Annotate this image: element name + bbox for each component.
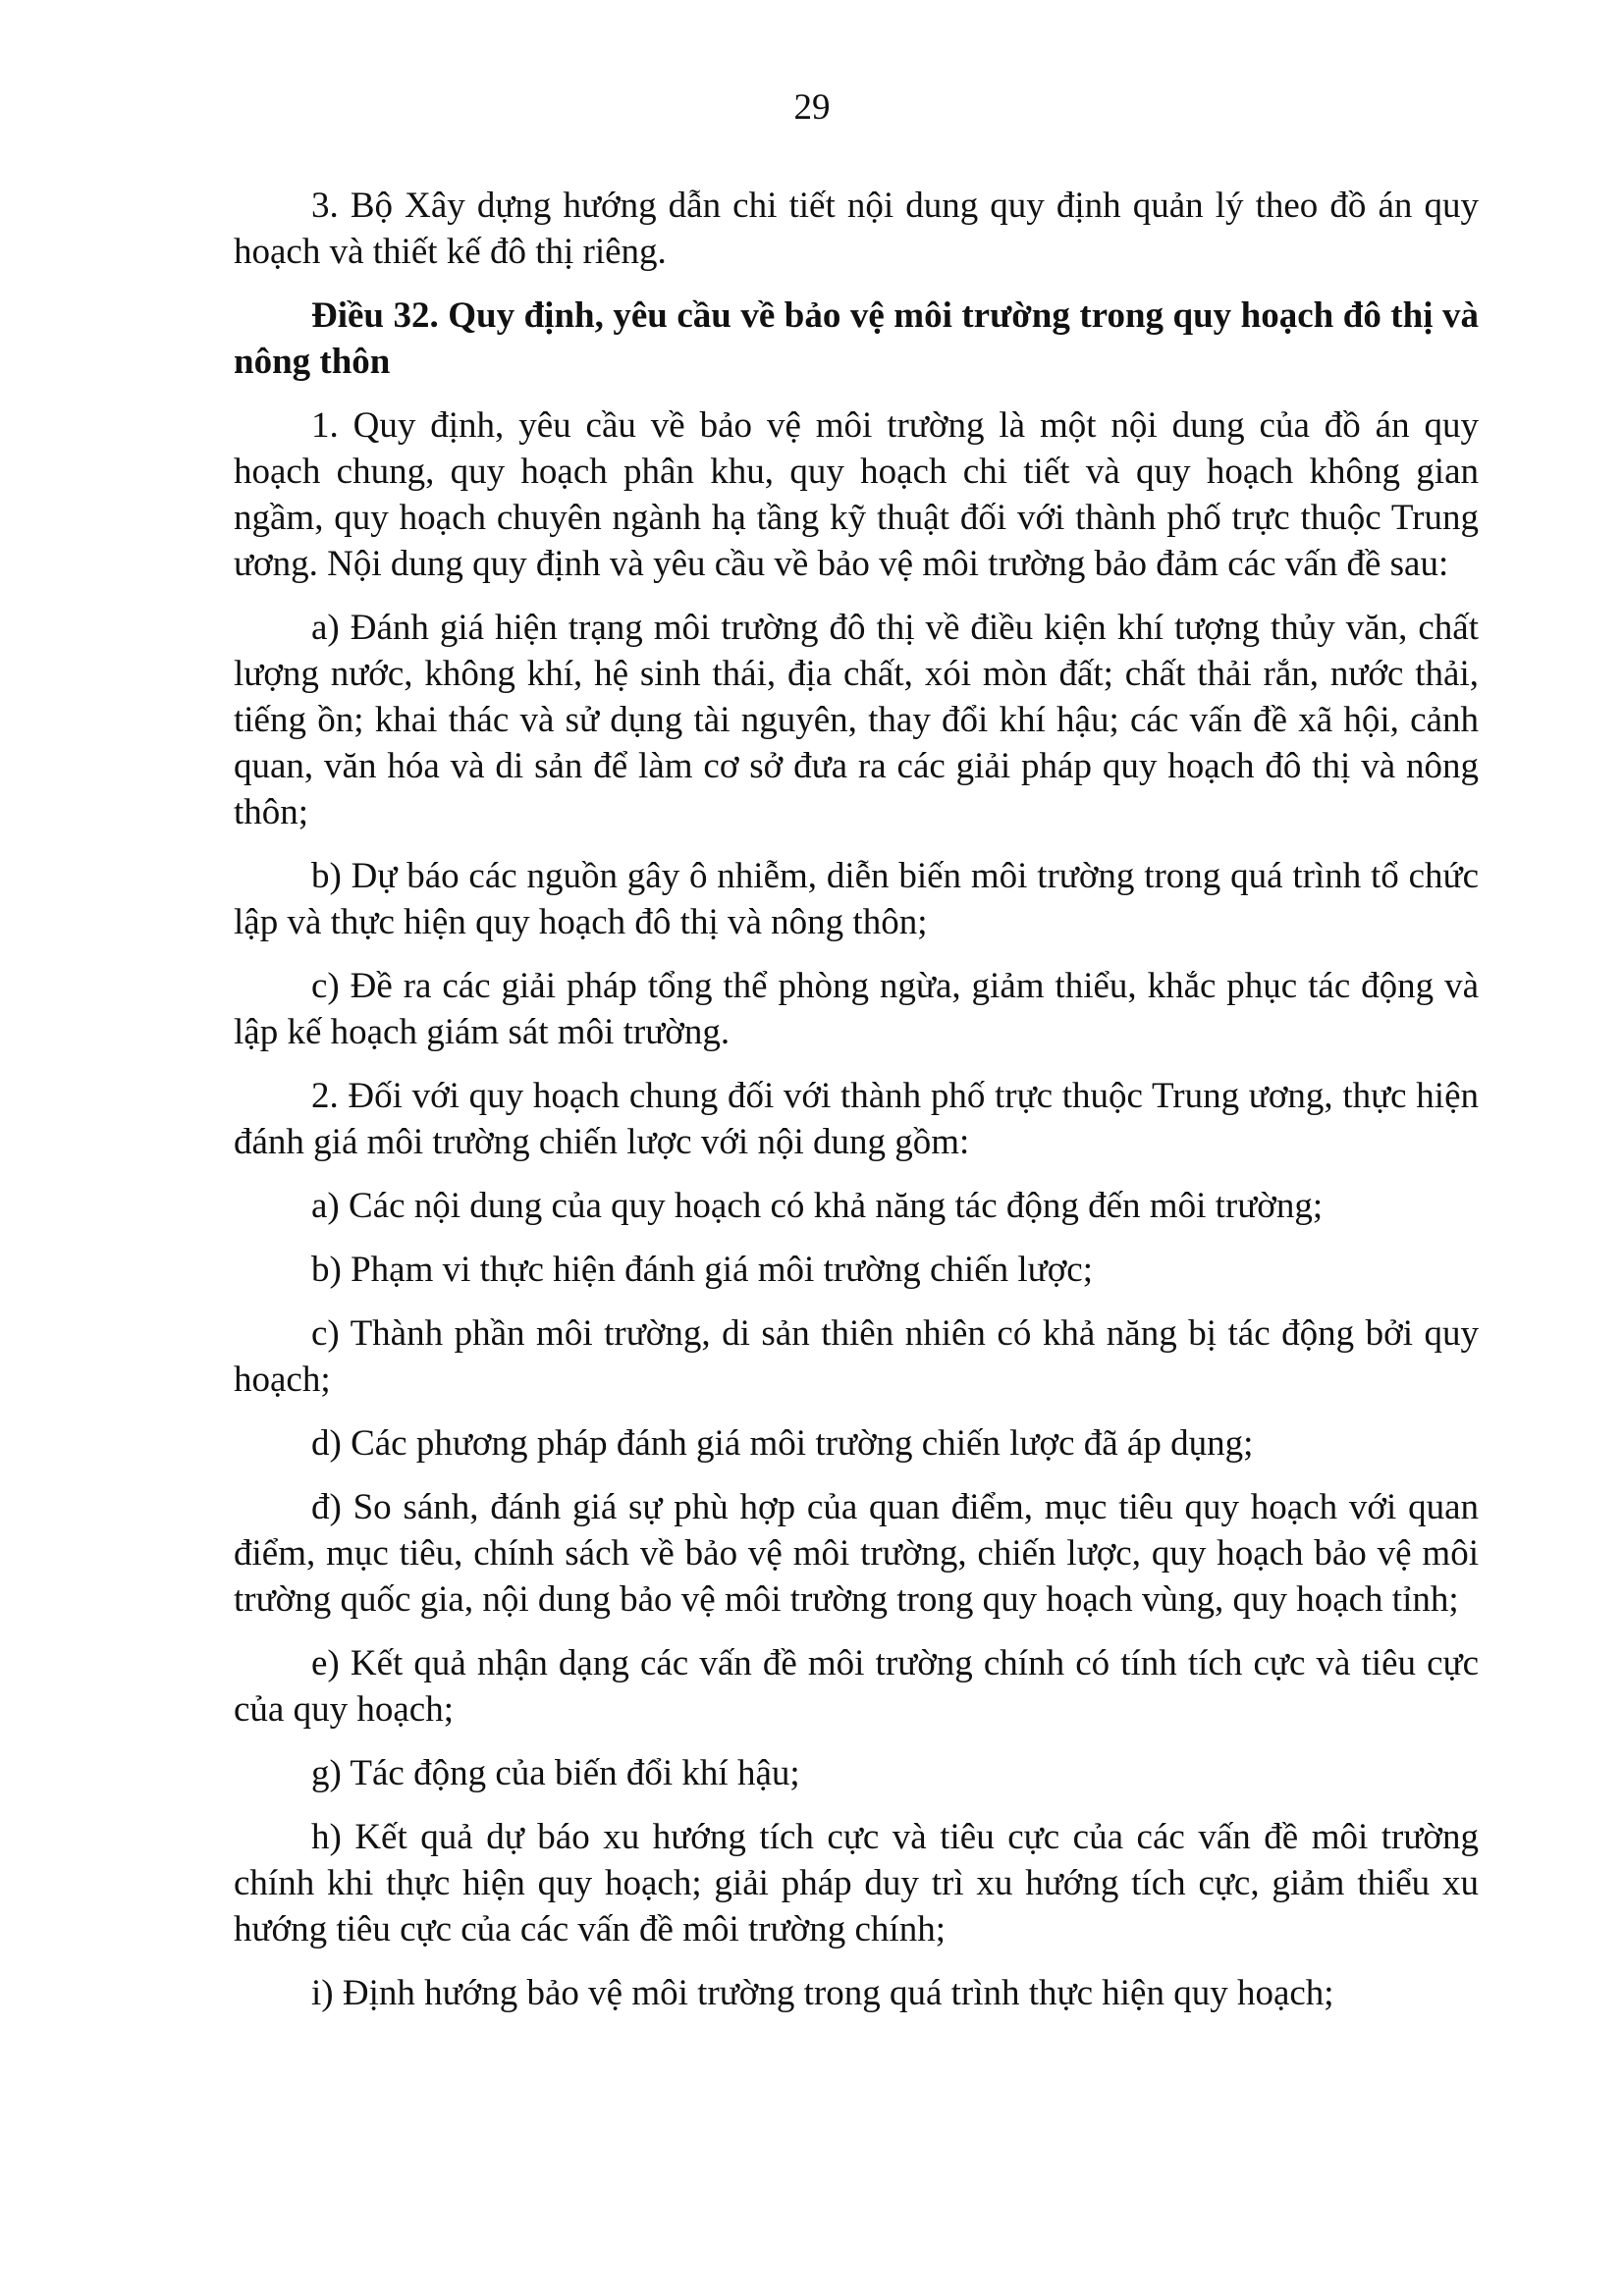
paragraph-item-2e: e) Kết quả nhận dạng các vấn đề môi trường chính có tính tích cực và tiêu cực của quy hoạch; bbox=[234, 1643, 1479, 1730]
paragraph-item-2h: h) Kết quả dự báo xu hướng tích cực và tiêu cực của các vấn đề môi trường chính khi thực hiện quy hoạch; giải pháp duy trì xu hướng tích cực, giảm thiểu xu hướng tiêu cực của các vấn đề môi trường chính; bbox=[234, 1817, 1479, 1949]
page-number: 29 bbox=[793, 87, 831, 128]
paragraph-item-1a: a) Đánh giá hiện trạng môi trường đô thị về điều kiện khí tượng thủy văn, chất lượng nước, không khí, hệ sinh thái, địa chất, xói mòn đất; chất thải rắn, nước thải, tiếng ồn; khai thác và sử dụng tài nguyên, thay đổi khí hậu; các vấn đề xã hội, cảnh quan, văn hóa và di sản để làm cơ sở đưa ra các giải pháp quy hoạch đô thị và nông thôn; bbox=[234, 608, 1479, 832]
paragraph-clause-3: 3. Bộ Xây dựng hướng dẫn chi tiết nội dung quy định quản lý theo đồ án quy hoạch và thiết kế đô thị riêng. bbox=[234, 186, 1479, 272]
paragraph-clause-2: 2. Đối với quy hoạch chung đối với thành phố trực thuộc Trung ương, thực hiện đánh giá môi trường chiến lược với nội dung gồm: bbox=[234, 1076, 1479, 1162]
paragraph-item-1c: c) Đề ra các giải pháp tổng thể phòng ngừa, giảm thiểu, khắc phục tác động và lập kế hoạch giám sát môi trường. bbox=[234, 966, 1479, 1052]
paragraph-item-2d: d) Các phương pháp đánh giá môi trường chiến lược đã áp dụng; bbox=[311, 1423, 1254, 1464]
paragraph-item-2g: g) Tác động của biến đổi khí hậu; bbox=[311, 1753, 800, 1793]
paragraph-clause-1: 1. Quy định, yêu cầu về bảo vệ môi trường là một nội dung của đồ án quy hoạch chung, quy hoạch phân khu, quy hoạch chi tiết và quy hoạch không gian ngầm, quy hoạch chuyên ngành hạ tầng kỹ thuật đối với thành phố trực thuộc Trung ương. Nội dung quy định và yêu cầu về bảo vệ môi trường bảo đảm các vấn đề sau: bbox=[234, 405, 1479, 584]
paragraph-item-2c: c) Thành phần môi trường, di sản thiên nhiên có khả năng bị tác động bởi quy hoạch; bbox=[234, 1313, 1479, 1400]
paragraph-item-2i: i) Định hướng bảo vệ môi trường trong quá trình thực hiện quy hoạch; bbox=[311, 1973, 1334, 2013]
paragraph-item-2b: b) Phạm vi thực hiện đánh giá môi trường chiến lược; bbox=[311, 1250, 1093, 1290]
document-body bbox=[234, 183, 1479, 2034]
paragraph-item-1b: b) Dự báo các nguồn gây ô nhiễm, diễn biến môi trường trong quá trình tổ chức lập và thực hiện quy hoạch đô thị và nông thôn; bbox=[234, 856, 1479, 942]
paragraph-item-2dd: đ) So sánh, đánh giá sự phù hợp của quan điểm, mục tiêu quy hoạch với quan điểm, mục tiêu, chính sách về bảo vệ môi trường, chiến lược, quy hoạch bảo vệ môi trường quốc gia, nội dung bảo vệ môi trường trong quy hoạch vùng, quy hoạch tỉnh; bbox=[234, 1487, 1479, 1620]
paragraph-item-2a: a) Các nội dung của quy hoạch có khả năng tác động đến môi trường; bbox=[311, 1186, 1324, 1226]
article-32-heading: Điều 32. Quy định, yêu cầu về bảo vệ môi trường trong quy hoạch đô thị và nông thôn bbox=[234, 295, 1479, 382]
